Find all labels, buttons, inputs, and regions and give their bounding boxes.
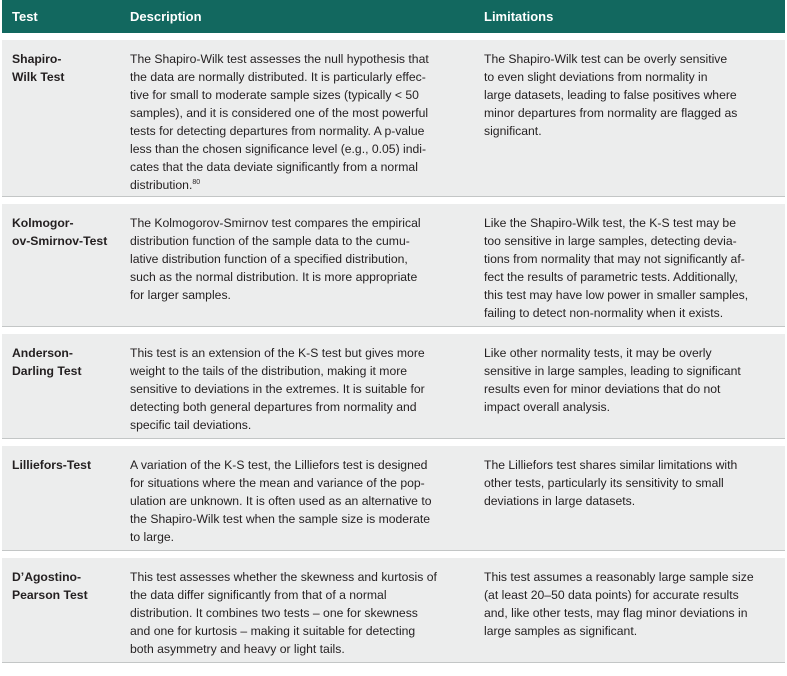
limitation-line: this test may have low power in smaller samples, <box>484 288 749 302</box>
limitation-line: and, like other tests, may flag minor deviations in <box>484 606 748 620</box>
footnote-marker: 80 <box>192 179 201 186</box>
description-line: cates that the data deviate significantly from a normal <box>130 160 418 174</box>
description-line: This test is an extension of the K-S test but gives more <box>130 346 425 360</box>
description-cell <box>130 568 466 658</box>
limitations-cell <box>484 214 778 322</box>
description-line: The Shapiro-Wilk test assesses the null hypothesis that <box>130 52 429 66</box>
test-name-line: Lilliefors-Test <box>12 458 92 472</box>
description-cell <box>130 50 466 194</box>
description-line-text: distribution. <box>130 178 193 192</box>
description-line: for situations where the mean and variance of the pop- <box>130 476 425 490</box>
description-line: such as the normal distribution. It is more appropriate <box>130 270 418 284</box>
description-line: both asymmetry and heavy or light tails. <box>130 642 345 656</box>
description-line: the Shapiro-Wilk test when the sample size is moderate <box>130 512 431 526</box>
normality-tests-table <box>2 0 785 663</box>
description-line: weight to the tails of the distribution, making it more <box>130 364 408 378</box>
limitation-line: This test assumes a reasonably large sample size <box>484 570 754 584</box>
limitation-line: Like the Shapiro-Wilk test, the K-S test may be <box>484 216 736 230</box>
description-line <box>130 176 466 194</box>
row-separator <box>2 197 785 204</box>
description-line: lative distribution function of a specified distribution, <box>130 252 408 266</box>
limitation-line: tions from normality that may not significantly af- <box>484 252 745 266</box>
limitation-line: Like other normality tests, it may be overly <box>484 346 712 360</box>
table-header <box>2 0 785 33</box>
limitation-line: failing to detect non-normality when it exists. <box>484 306 724 320</box>
description-line: and one for kurtosis – making it suitable for detecting <box>130 624 416 638</box>
limitation-line: deviations in large datasets. <box>484 494 636 508</box>
test-name-line: D’Agostino- <box>12 570 82 584</box>
description-line: detecting both general departures from normality and <box>130 400 417 414</box>
description-line: distribution function of the sample data to the cumu- <box>130 234 410 248</box>
test-name-line: Anderson- <box>12 346 73 360</box>
limitation-line: The Shapiro-Wilk test can be overly sensitive <box>484 52 728 66</box>
limitation-line: impact overall analysis. <box>484 400 610 414</box>
limitation-line: large samples as significant. <box>484 624 638 638</box>
header-limitations: Limitations <box>484 9 554 24</box>
limitation-line: sensitive in large samples, leading to significant <box>484 364 741 378</box>
table-row <box>2 558 785 663</box>
description-line: to large. <box>130 530 175 544</box>
limitation-line: results even for minor deviations that do not <box>484 382 721 396</box>
row-separator <box>2 439 785 446</box>
test-name-line: ov-Smirnov-Test <box>12 234 108 248</box>
limitation-line: fect the results of parametric tests. Additionally, <box>484 270 738 284</box>
description-line: less than the chosen significance level (e.g., 0.05) indi- <box>130 142 427 156</box>
description-cell <box>130 344 466 434</box>
table-row <box>2 334 785 439</box>
description-line: tests for detecting departures from normality. A p-value <box>130 124 425 138</box>
test-name-cell <box>12 50 124 86</box>
table-row <box>2 40 785 197</box>
table-row <box>2 446 785 551</box>
limitation-line: (at least 20–50 data points) for accurate results <box>484 588 739 602</box>
description-line: ulation are unknown. It is often used as an alternative to <box>130 494 432 508</box>
description-line: for larger samples. <box>130 288 231 302</box>
test-name-cell <box>12 568 124 604</box>
test-name-line: Kolmogor- <box>12 216 74 230</box>
limitation-line: to even slight deviations from normality in <box>484 70 708 84</box>
limitations-cell <box>484 568 778 640</box>
test-name-cell <box>12 344 124 380</box>
limitations-cell <box>484 50 778 140</box>
limitations-cell <box>484 344 778 416</box>
description-line: A variation of the K-S test, the Lilliefors test is designed <box>130 458 428 472</box>
test-name-line: Pearson Test <box>12 588 88 602</box>
row-separator <box>2 327 785 334</box>
test-name-line: Darling Test <box>12 364 82 378</box>
limitation-line: minor departures from normality are flagged as <box>484 106 738 120</box>
test-name-cell <box>12 214 124 250</box>
row-separator <box>2 551 785 558</box>
limitation-line: significant. <box>484 124 542 138</box>
description-line: The Kolmogorov-Smirnov test compares the empirical <box>130 216 421 230</box>
table-row <box>2 204 785 327</box>
description-line: distribution. It combines two tests – one for skewness <box>130 606 418 620</box>
limitation-line: The Lilliefors test shares similar limitations with <box>484 458 738 472</box>
limitations-cell <box>484 456 778 510</box>
description-line: tive for small to moderate sample sizes (typically < 50 <box>130 88 419 102</box>
test-name-line: Wilk Test <box>12 70 65 84</box>
description-cell <box>130 456 466 546</box>
row-separator <box>2 33 785 40</box>
description-line: the data are normally distributed. It is particularly effec- <box>130 70 426 84</box>
header-test: Test <box>12 9 38 24</box>
description-line: the data differ significantly from that of a normal <box>130 588 387 602</box>
description-line: specific tail deviations. <box>130 418 252 432</box>
limitation-line: too sensitive in large samples, detecting devia- <box>484 234 737 248</box>
description-line: samples), and it is considered one of the most powerful <box>130 106 429 120</box>
description-line: sensitive to deviations in the extremes. It is suitable for <box>130 382 425 396</box>
description-line: This test assesses whether the skewness and kurtosis of <box>130 570 437 584</box>
limitation-line: other tests, particularly its sensitivity to small <box>484 476 724 490</box>
test-name-cell <box>12 456 124 474</box>
limitation-line: large datasets, leading to false positives where <box>484 88 737 102</box>
description-cell <box>130 214 466 304</box>
header-description: Description <box>130 9 202 24</box>
test-name-line: Shapiro- <box>12 52 62 66</box>
